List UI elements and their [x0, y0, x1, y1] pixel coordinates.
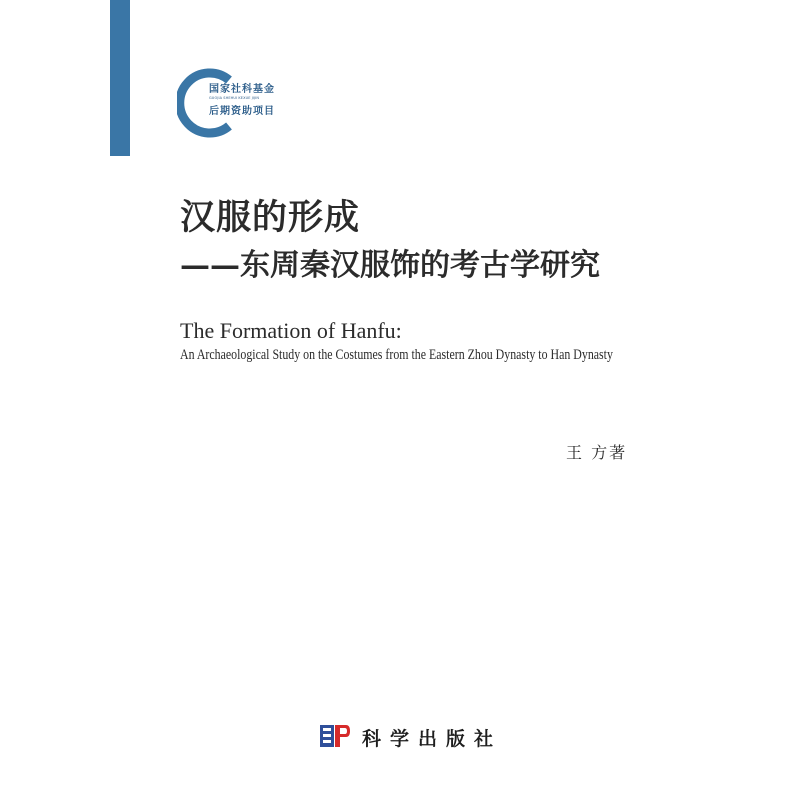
- fund-logo: [177, 68, 287, 138]
- fund-subtitle: 后期资助项目: [209, 106, 275, 117]
- chinese-subtitle: ——东周秦汉服饰的考古学研究: [180, 248, 600, 283]
- accent-bar: [110, 0, 130, 156]
- science-press-logo: [320, 725, 350, 747]
- english-title: The Formation of Hanfu:: [180, 318, 402, 343]
- chinese-title: 汉服的形成: [180, 197, 361, 238]
- fund-pinyin: GUOJIA SHEHUI KEXUE JIJIN: [209, 96, 260, 100]
- fund-text: [209, 80, 289, 117]
- english-subtitle: An Archaeological Study on the Costumes from the Eastern Zhou Dynasty to Han Dynasty: [180, 347, 613, 363]
- publisher-name: 科学出版社: [362, 728, 503, 750]
- author: 王 方著: [566, 443, 628, 462]
- fund-name: 国家社科基金: [209, 84, 275, 95]
